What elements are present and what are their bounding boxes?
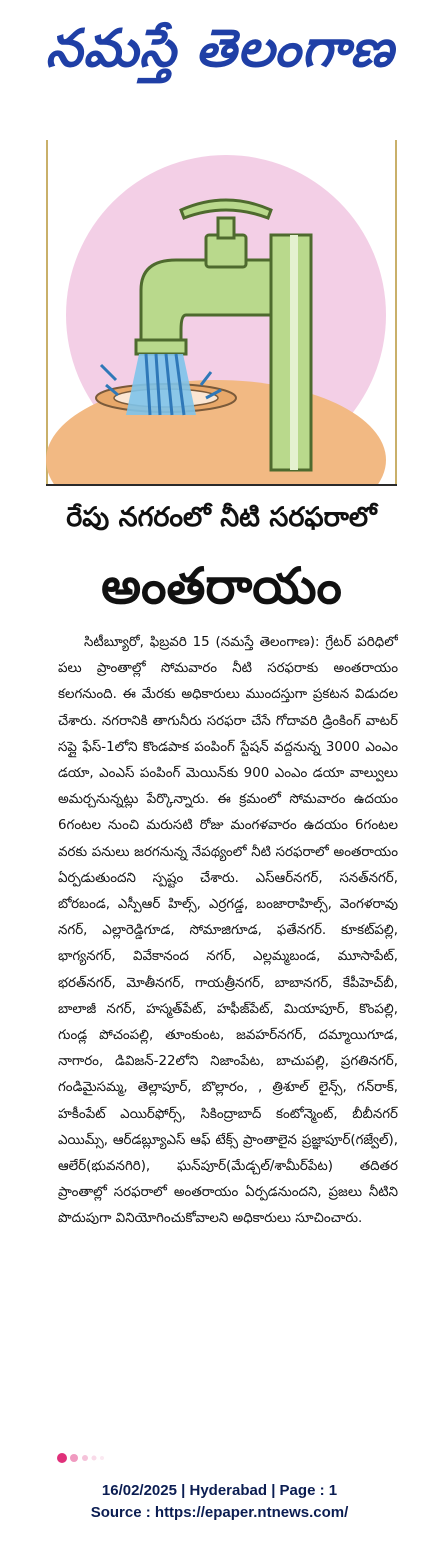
masthead: [0, 0, 439, 110]
article-paragraph: సిటీబ్యూరో, ఫిబ్రవరి 15 (నమస్తే తెలంగాణ): గ్రేటర్ పరిధిలో పలు ప్రాంతాల్లో సోమవారం నీటి సరఫరాకు అంతరాయం కలగనుంది. ఈ మేరకు అధికారులు ముందస్తుగా ప్రకటన విడుదల చేశారు. నగరానికి తాగునీరు సరఫరా చేసే గోదావరి డ్రింకింగ్ వాటర్ సప్లై ఫేస్-1లోని కొండపాక పంపింగ్ స్టేషన్ వద్దనున్న 3000 ఎంఎం డయా, ఎంఎస్ పంపింగ్ మెయిన్‌కు 900 ఎంఎం డయా వాల్వులు అమర్చనున్నట్లు పేర్కొన్నారు. ఈ క్రమంలో సోమవారం ఉదయం 6గంటల నుంచి మరుసటి రోజు మంగళవారం ఉదయం 6గంటల వరకు పనులు జరగనున్న నేపథ్యంలో నీటి సరఫరాలో అంతరాయం ఏర్పడుతుందని స్పష్టం చేశారు. ఎస్ఆర్‌నగర్, సనత్‌నగర్, బోరబండ, ఎస్పీఆర్ హిల్స్, ఎర్రగడ్డ, బంజారాహిల్స్, వెంగళరావు నగర్, ఎల్లారెడ్డిగూడ, సోమాజిగూడ, ఫతేనగర్. కూకట్‌పల్లి, భాగ్యనగర్, వివేకానంద నగర్, ఎల్లమ్మబండ, మూసాపేట్, భరత్‌నగర్, మోతీనగర్, గాయత్రీనగర్, బాబానగర్, కేపీహెచ్‌బీ, బాలాజీ నగర్, హస్మత్‌పేట్, హఫీజ్‌పేట్, మియాపూర్, కొంపల్లి, గుండ్ల పోచంపల్లి, తూంకుంట, జవహర్‌నగర్, దమ్మాయిగూడ, నాగారం, డివిజన్-22లోని నిజాంపేట, బాచుపల్లి, ప్రగతినగర్, గండిమైసమ్మ, తెల్లాపూర్, బొల్లారం, , త్రిశూల్ లైన్స్, గన్‌రాక్, హకీంపేట్ ఎయిర్‌ఫోర్స్, సికింద్రాబాద్ కంటోన్మెంట్, బీబీనగర్ ఎయిమ్స్, ఆర్‌డబ్ల్యూఎస్ ఆఫ్ టేక్స్ ప్రాంతాలైన ప్రజ్ఞాపూర్(గజ్వేల్), ఆలేర్(భువనగిరి), ఘన్‌పూర్(మేడ్చల్/శామీర్‌పేట) తదితర ప్రాంతాల్లో సరఫరాలో అంతరాయం ఏర్పడనుందని, ప్రజలు నీటిని పొదుపుగా వినియోగించుకోవాలని అధికారులు సూచించారు.: [58, 635, 398, 1227]
article-body: [58, 630, 398, 1450]
source-link[interactable]: Source : https://epaper.ntnews.com/: [90, 1504, 349, 1521]
article-subheadline: రేపు నగరంలో నీటి సరఫరాలో: [66, 502, 377, 533]
article-headline: అంతరాయం: [101, 557, 342, 615]
end-dots-icon: [56, 1452, 116, 1464]
illustration-bottom-rule: [46, 484, 397, 486]
masthead-title: నమస్తే తెలంగాణ: [45, 19, 395, 79]
water-tap-illustration: [46, 140, 396, 485]
edition-info: 16/02/2025 | Hyderabad | Page : 1: [101, 1482, 338, 1499]
tap-and-pot-icon: [46, 140, 396, 485]
